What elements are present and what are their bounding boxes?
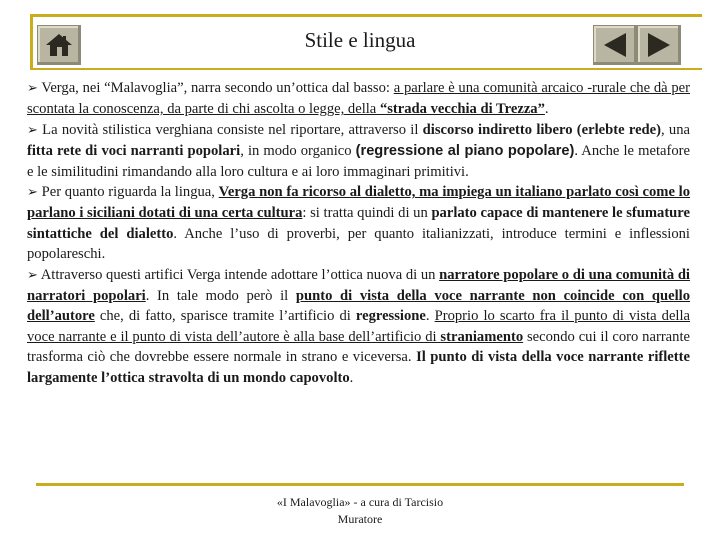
text: . Anche le metafore e le similitudini rimandando alla loro cultura e ai loro immaginari primitivi. <box>27 143 690 180</box>
header-divider <box>30 68 702 70</box>
underlined-text: Proprio lo scarto fra il punto di vista della voce narrante e il punto di vista dell’autore è alla base dell’artificio di <box>27 308 691 345</box>
bold-text: (regressione al piano popolare) <box>355 143 575 160</box>
bullet-arrow-icon: ➢ <box>27 185 38 201</box>
bullet-arrow-icon: ➢ <box>27 122 38 138</box>
footer-divider <box>36 483 684 486</box>
text: Per quanto riguarda la lingua, <box>41 184 219 201</box>
underlined-bold-text: Verga non fa ricorso al dialetto, ma impiega un italiano parlato così come lo parlano i siciliani dotati di una certa cultura <box>27 184 690 222</box>
text: secondo cui il coro narrante trasforma ciò che dovrebbe essere normale in strano e viceversa. <box>27 328 690 366</box>
top-divider <box>30 14 702 17</box>
text: . <box>349 369 354 386</box>
home-icon <box>45 32 73 58</box>
bold-text: discorso indiretto libero (erlebte rede) <box>422 121 661 138</box>
text: . <box>544 101 549 118</box>
underlined-bold-text: punto di vista della voce narrante non coincide con quello dell’autore <box>27 288 690 325</box>
bold-text: Il punto di vista della voce narrante riflette largamente l’ottica stravolta di un mondo capovolto <box>27 349 690 386</box>
bold-text: fitta rete di voci narranti popolari <box>27 143 241 160</box>
text: La novità stilistica verghiana consiste nel riportare, attraverso il <box>42 121 423 138</box>
previous-arrow-icon <box>600 31 630 59</box>
text: . Anche l’uso di proverbi, per quanto italianizzati, introduce termini e inflessioni popolareschi. <box>27 225 690 263</box>
footer-line-1: «I Malavoglia» - a cura di Tarcisio <box>276 495 444 509</box>
slide-content <box>27 78 690 388</box>
text: Attraverso questi artifici Verga intende adottare l’ottica nuova di un <box>40 266 440 283</box>
text: Verga, nei “Malavoglia”, narra secondo un’ottica dal basso: <box>41 80 394 96</box>
footer-line-2: Muratore <box>337 512 383 526</box>
bullet-arrow-icon: ➢ <box>27 267 38 283</box>
bullet-arrow-icon: ➢ <box>27 81 38 96</box>
text: . <box>425 308 435 325</box>
text: : si tratta quindi di un <box>302 205 432 222</box>
text: che, di fatto, sparisce tramite l’artificio di <box>94 308 356 325</box>
underlined-bold-text: narratore popolare o di una comunità di narratori popolari <box>27 266 690 305</box>
text: , in modo organico <box>240 143 356 160</box>
bold-text: regressione <box>355 308 426 325</box>
home-button[interactable] <box>37 25 81 65</box>
bullet-2 <box>27 120 690 182</box>
next-button[interactable] <box>637 25 681 65</box>
text: . In tale modo però il <box>145 288 296 305</box>
underlined-text: a parlare è una comunità arcaico -rurale che dà per scontata la conoscenza, da parte di chi ascolta o legge, della <box>27 80 690 118</box>
underlined-bold-text: straniamento <box>440 328 524 345</box>
previous-button[interactable] <box>593 25 637 65</box>
bullet-1 <box>27 78 690 120</box>
text: , una <box>661 121 690 138</box>
page-title: Stile e lingua <box>304 28 416 52</box>
next-arrow-icon <box>644 31 674 59</box>
bullet-3 <box>27 182 690 265</box>
left-divider <box>30 14 33 69</box>
footer <box>260 494 460 528</box>
bold-text: parlato capace di mantenere le sfumature sintattiche del dialetto <box>27 205 690 242</box>
bullet-4 <box>27 265 690 388</box>
strada-vecchia-text: “strada vecchia di Trezza” <box>379 101 545 118</box>
